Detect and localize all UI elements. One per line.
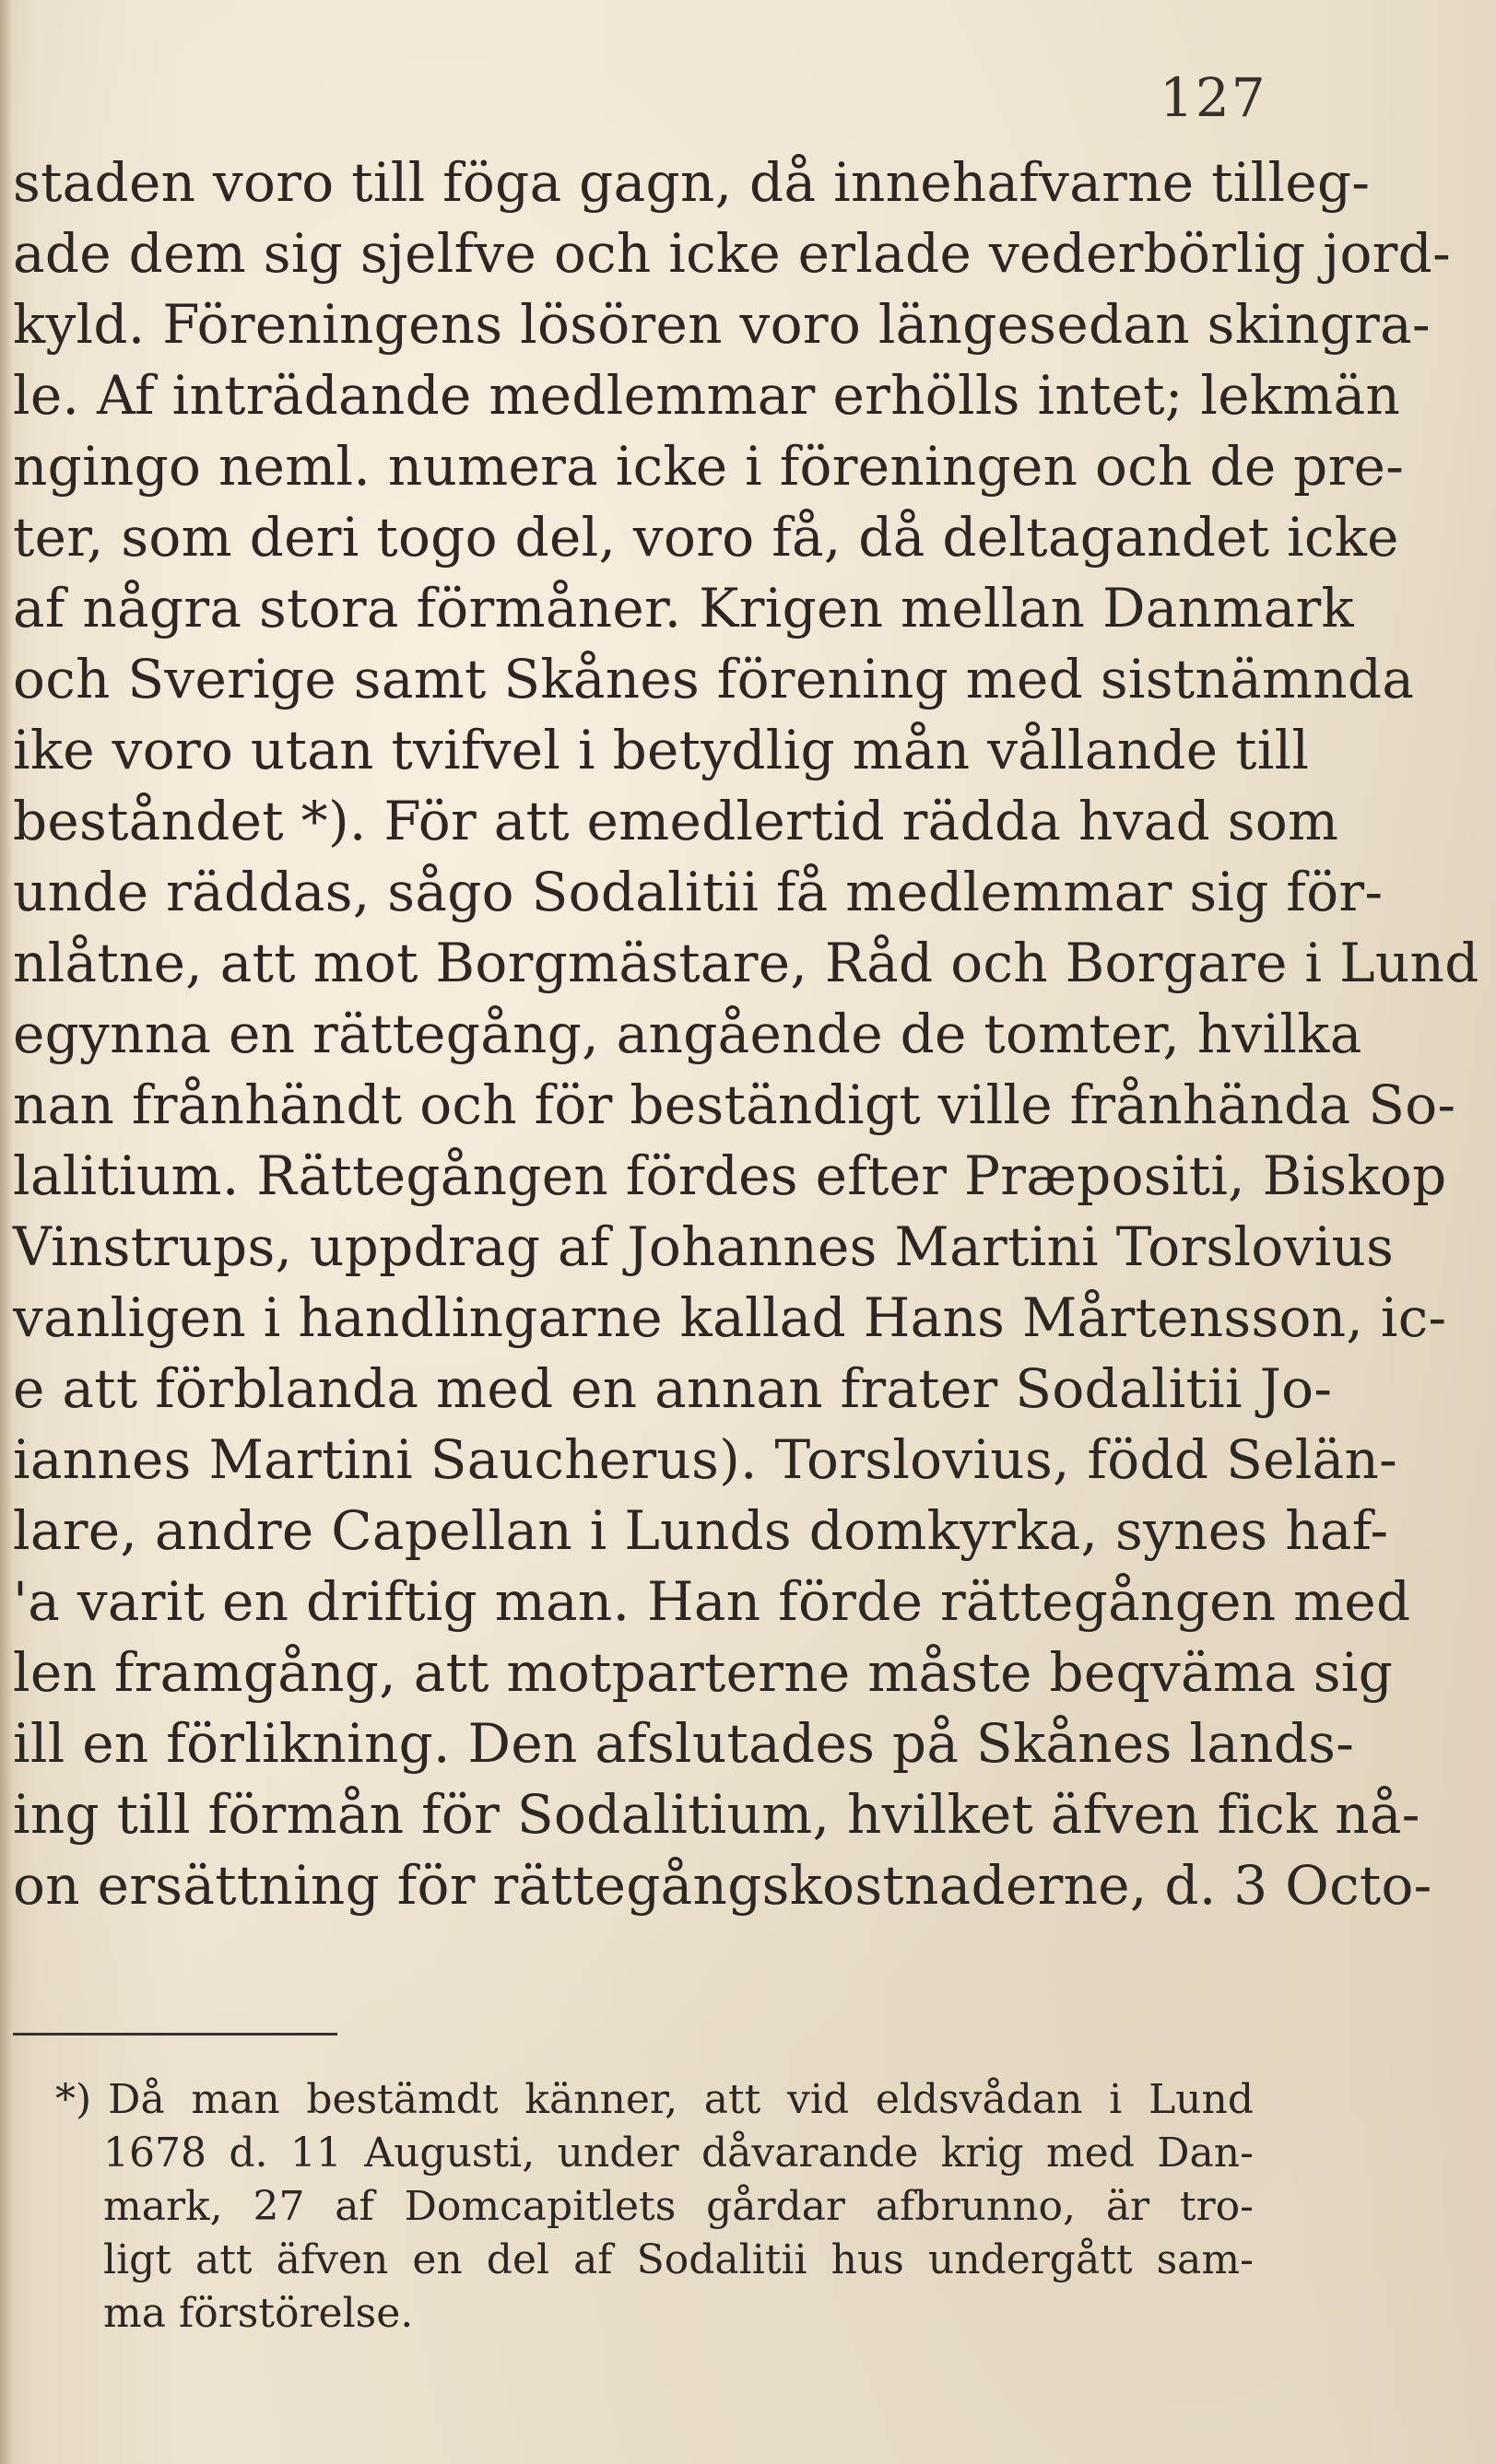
text-line: unde räddas, sågo Sodalitii få medlemmar sig för-: [13, 861, 1384, 923]
footnote-line: mark, 27 af Domcapitlets gårdar afbrunno, är tro-: [103, 2183, 1254, 2230]
text-line: lare, andre Capellan i Lunds domkyrka, synes haf-: [13, 1499, 1389, 1562]
text-line: af några stora förmåner. Krigen mellan Danmark: [13, 577, 1354, 639]
footnote-line: ma förstörelse.: [103, 2290, 414, 2337]
text-line: ngingo neml. numera icke i föreningen och de pre-: [13, 435, 1405, 498]
text-line: 'a varit en driftig man. Han förde rättegången med: [13, 1570, 1411, 1633]
text-line: nlåtne, att mot Borgmästare, Råd och Borgare i Lund: [13, 932, 1479, 994]
text-line: beståndet *). För att emedlertid rädda hvad som: [13, 790, 1339, 852]
text-line: egynna en rättegång, angående de tomter, hvilka: [13, 1003, 1362, 1065]
text-line: len framgång, att motparterne måste beqväma sig: [13, 1641, 1394, 1704]
text-line: on ersättning för rättegångskostnaderne, d. 3 Octo-: [13, 1854, 1432, 1917]
text-line: ade dem sig sjelfve och icke erlade vederbörlig jord-: [13, 222, 1452, 285]
text-line: Vinstrups, uppdrag af Johannes Martini Torslovius: [13, 1215, 1395, 1278]
footnote-line: [55, 2073, 1254, 2127]
text-line: iannes Martini Saucherus). Torslovius, född Selän-: [13, 1428, 1398, 1491]
footnote-text: Då man bestämdt känner, att vid eldsvådan i Lund: [108, 2076, 1254, 2123]
footnote-divider: [13, 2033, 337, 2036]
text-line: ike voro utan tvifvel i betydlig mån vållande till: [13, 719, 1310, 781]
text-line: le. Af inträdande medlemmar erhölls intet; lekmän: [13, 364, 1401, 427]
body-text: [0, 147, 1479, 1921]
text-line: vanligen i handlingarne kallad Hans Mårtensson, ic-: [13, 1286, 1447, 1349]
text-line: nan frånhändt och för beständigt ville frånhända So-: [13, 1074, 1456, 1136]
text-line: ter, som deri togo del, voro få, då deltagandet icke: [13, 506, 1399, 569]
text-line: ill en förlikning. Den afslutades på Skånes lands-: [13, 1712, 1355, 1775]
footnote: [55, 2073, 1254, 2341]
text-line: och Sverige samt Skånes förening med sistnämnda: [13, 648, 1415, 710]
text-line: kyld. Föreningens lösören voro längesedan skingra-: [13, 293, 1431, 356]
text-line: e att förblanda med en annan frater Sodalitii Jo-: [13, 1357, 1333, 1420]
footnote-line: 1678 d. 11 Augusti, under dåvarande krig med Dan-: [103, 2130, 1254, 2177]
text-line: ing till förmån för Sodalitium, hvilket äfven fick nå-: [13, 1783, 1420, 1846]
text-line: staden voro till föga gagn, då innehafvarne tilleg-: [13, 151, 1371, 214]
footnote-marker: *): [55, 2076, 92, 2123]
page-number: 127: [1160, 66, 1267, 129]
footnote-line: ligt att äfven en del af Sodalitii hus undergått sam-: [103, 2236, 1254, 2283]
text-line: lalitium. Rättegången fördes efter Præpositi, Biskop: [13, 1144, 1447, 1207]
